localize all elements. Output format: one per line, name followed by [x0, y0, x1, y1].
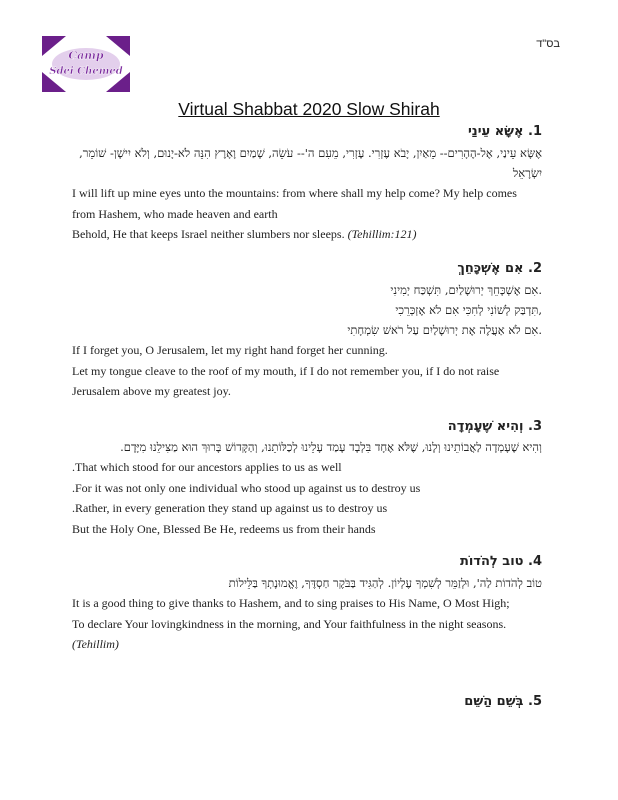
- hebrew-line: .אִם לֹא אַעֲלֶה אֶת יְרוּשָׁלַיִם עַל רֹאשׁ שִׂמְחָתִי: [347, 323, 542, 337]
- song-3: [72, 418, 542, 539]
- song-2: [72, 260, 542, 402]
- hebrew-line: .אִם אֶשְׁכָּחֵךְ יְרוּשָׁלַיִם, תִּשְׁכַּח יְמִינִי: [390, 283, 542, 297]
- english-text: Behold, He that keeps Israel neither slumbers nor sleeps.: [72, 227, 345, 241]
- song-5: [72, 693, 542, 711]
- song-1: [72, 123, 542, 245]
- source-citation: (Tehillim:121): [347, 227, 417, 241]
- song-heading: 3. וְהִיא שֶׁעָמְדָה: [447, 419, 542, 434]
- english-line: [72, 224, 542, 245]
- english-line: Jerusalem above my greatest joy.: [72, 384, 231, 398]
- english-line: [72, 634, 542, 655]
- english-line: I will lift up mine eyes unto the mountains: from where shall my help come? My help comes: [72, 186, 517, 200]
- hebrew-line: וְהִיא שֶׁעָמְדָה לַאֲבוֹתֵינוּ וְלָנוּ, שֶׁלֹּא אֶחָד בִּלְבָד עָמַד עָלֵינוּ לְכַלּוֹתֵנוּ, וְהַקָּדוֹשׁ בָּרוּךְ הוּא מַצִּילֵנוּ מִיָּדָם.: [120, 440, 542, 454]
- english-line: To declare Your lovingkindness in the morning, and Your faithfulness in the night seasons.: [72, 616, 507, 631]
- english-line: .Rather, in every generation they stand up against us to destroy us: [72, 501, 388, 515]
- english-line: But the Holy One, Blessed Be He, redeems us from their hands: [72, 521, 376, 536]
- song-heading: 1. אֶשָּׂא עֵינַי: [467, 124, 542, 139]
- song-heading: 5. בְּשֵׁם הַשֵּׁם: [464, 694, 542, 709]
- song-heading: 2. אִם אֶשְׁכָּחֵךְ: [457, 261, 542, 276]
- page-title: Virtual Shabbat 2020 Slow Shirah: [178, 99, 440, 119]
- english-line: .For it was not only one individual who stood up against us to destroy us: [72, 480, 421, 495]
- english-line: If I forget you, O Jerusalem, let my right hand forget her cunning.: [72, 343, 388, 357]
- hebrew-line: ,תִּדְבַּק לְשׁוֹנִי לְחִכִּי אִם לֹא אֶזְכְּרֵכִי: [395, 303, 542, 317]
- english-line: Let my tongue cleave to the roof of my mouth, if I do not remember you, if I do not raise: [72, 363, 500, 378]
- hebrew-line: טוֹב לְהֹדוֹת לַה', וּלְזַמֵּר לְשִׁמְךָ עֶלְיוֹן. לְהַגִּיד בַּבֹּקֶר חַסְדֶּךָ, וֶאֱמוּנָתְךָ בַּלֵּילוֹת: [228, 576, 542, 590]
- song-heading: 4. טוב לְהֹדוֹת: [459, 554, 542, 569]
- english-line: .That which stood for our ancestors applies to us as well: [72, 460, 342, 474]
- hebrew-line: יִשְׂרָאֵל: [512, 166, 542, 180]
- source-citation: (Tehillim): [72, 637, 119, 651]
- logo-text-name: Sdei Chemed: [49, 66, 123, 77]
- english-line: from Hashem, who made heaven and earth: [72, 206, 278, 221]
- logo-text-camp: Camp: [68, 49, 104, 62]
- song-4: [72, 553, 542, 655]
- english-line: It is a good thing to give thanks to Hashem, and to sing praises to His Name, O Most High;: [72, 596, 510, 610]
- bsd-header: בס"ד: [536, 38, 560, 50]
- camp-logo: [42, 36, 130, 92]
- hebrew-line: אֶשָּׂא עֵינַי, אֶל-הֶהָרִים-- מֵאַיִן, יָבֹא עֶזְרִי. עֶזְרִי, מֵעִם ה'-- עֹשֵׂה, שָׁמַיִם וָאָרֶץ הִנֵּה לֹא-יָנוּם, וְלֹא יִישָׁן- שׁוֹמֵר,: [79, 146, 542, 160]
